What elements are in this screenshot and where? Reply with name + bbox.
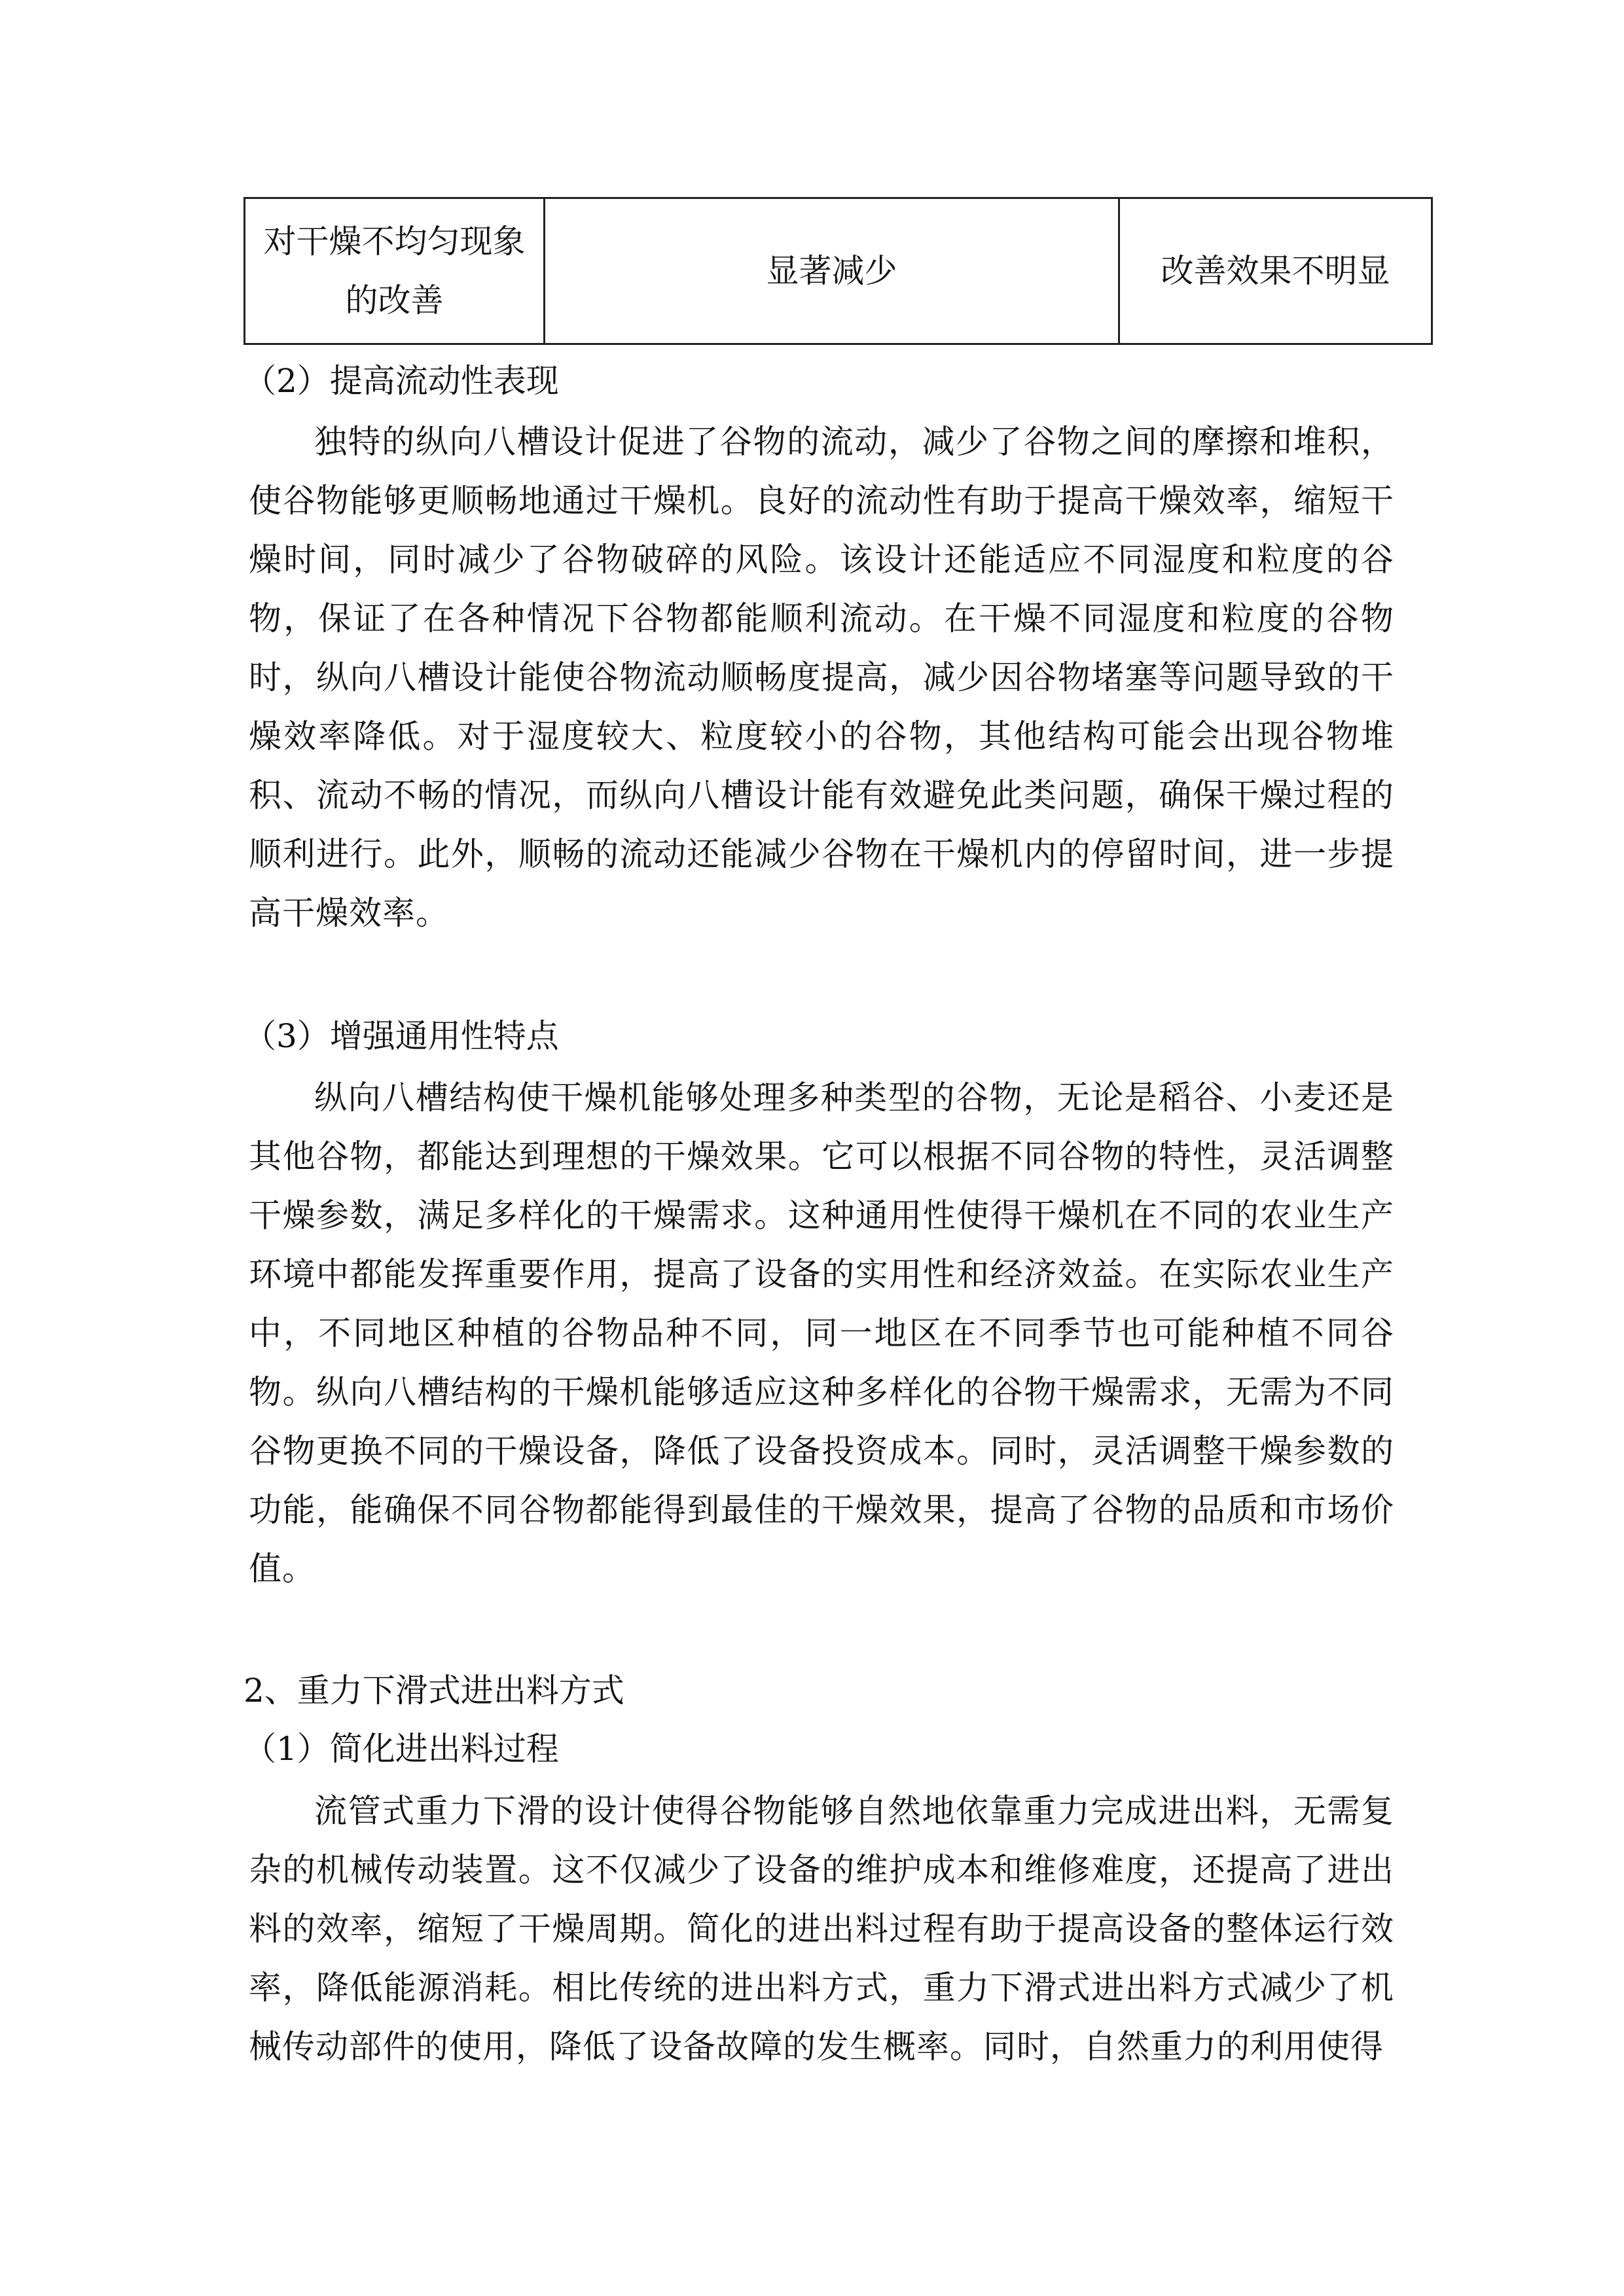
table-cell-other: 改善效果不明显 (1119, 198, 1432, 344)
section-heading-fluidity: （2）提高流动性表现 (244, 362, 559, 400)
section-heading-gravity-feed: 2、重力下滑式进出料方式 (244, 1672, 624, 1710)
paragraph-fluidity: 独特的纵向八槽设计促进了谷物的流动，减少了谷物之间的摩擦和堆积，使谷物能够更顺畅地通过干燥机。良好的流动性有助于提高干燥效率，缩短干燥时间，同时减少了谷物破碎的风险。该设计还能适应不同湿度和粒度的谷物，保证了在各种情况下谷物都能顺利流动。在干燥不同湿度和粒度的谷物时，纵向八槽设计能使谷物流动顺畅度提高，减少因谷物堵塞等问题导致的干燥效率降低。对于湿度较大、粒度较小的谷物，其他结构可能会出现谷物堆积、流动不畅的情况，而纵向八槽设计能有效避免此类问题，确保干燥过程的顺利进行。此外，顺畅的流动还能减少谷物在干燥机内的停留时间，进一步提高干燥效率。 (249, 423, 1394, 932)
comparison-table-fragment (244, 197, 1433, 345)
section-heading-versatility: （3）增强通用性特点 (244, 1017, 559, 1055)
paragraph-simplify: 流管式重力下滑的设计使得谷物能够自然地依靠重力完成进出料，无需复杂的机械传动装置。这不仅减少了设备的维护成本和维修难度，还提高了进出料的效率，缩短了干燥周期。简化的进出料过程有助于提高设备的整体运行效率，降低能源消耗。相比传统的进出料方式，重力下滑式进出料方式减少了机械传动部件的使用，降低了设备故障的发生概率。同时，自然重力的利用使得 (249, 1792, 1394, 2066)
table-row (245, 198, 1432, 344)
paragraph-versatility: 纵向八槽结构使干燥机能够处理多种类型的谷物，无论是稻谷、小麦还是其他谷物，都能达到理想的干燥效果。它可以根据不同谷物的特性，灵活调整干燥参数，满足多样化的干燥需求。这种通用性使得干燥机在不同的农业生产环境中都能发挥重要作用，提高了设备的实用性和经济效益。在实际农业生产中，不同地区种植的谷物品种不同，同一地区在不同季节也可能种植不同谷物。纵向八槽结构的干燥机能够适应这种多样化的谷物干燥需求，无需为不同谷物更换不同的干燥设备，降低了设备投资成本。同时，灵活调整干燥参数的功能，能确保不同谷物都能得到最佳的干燥效果，提高了谷物的品质和市场价值。 (249, 1079, 1394, 1588)
table-cell-aspect: 对干燥不均匀现象的改善 (245, 198, 545, 344)
table-cell-eight-slot: 显著减少 (545, 198, 1119, 344)
section-heading-simplify: （1）简化进出料过程 (244, 1730, 559, 1768)
